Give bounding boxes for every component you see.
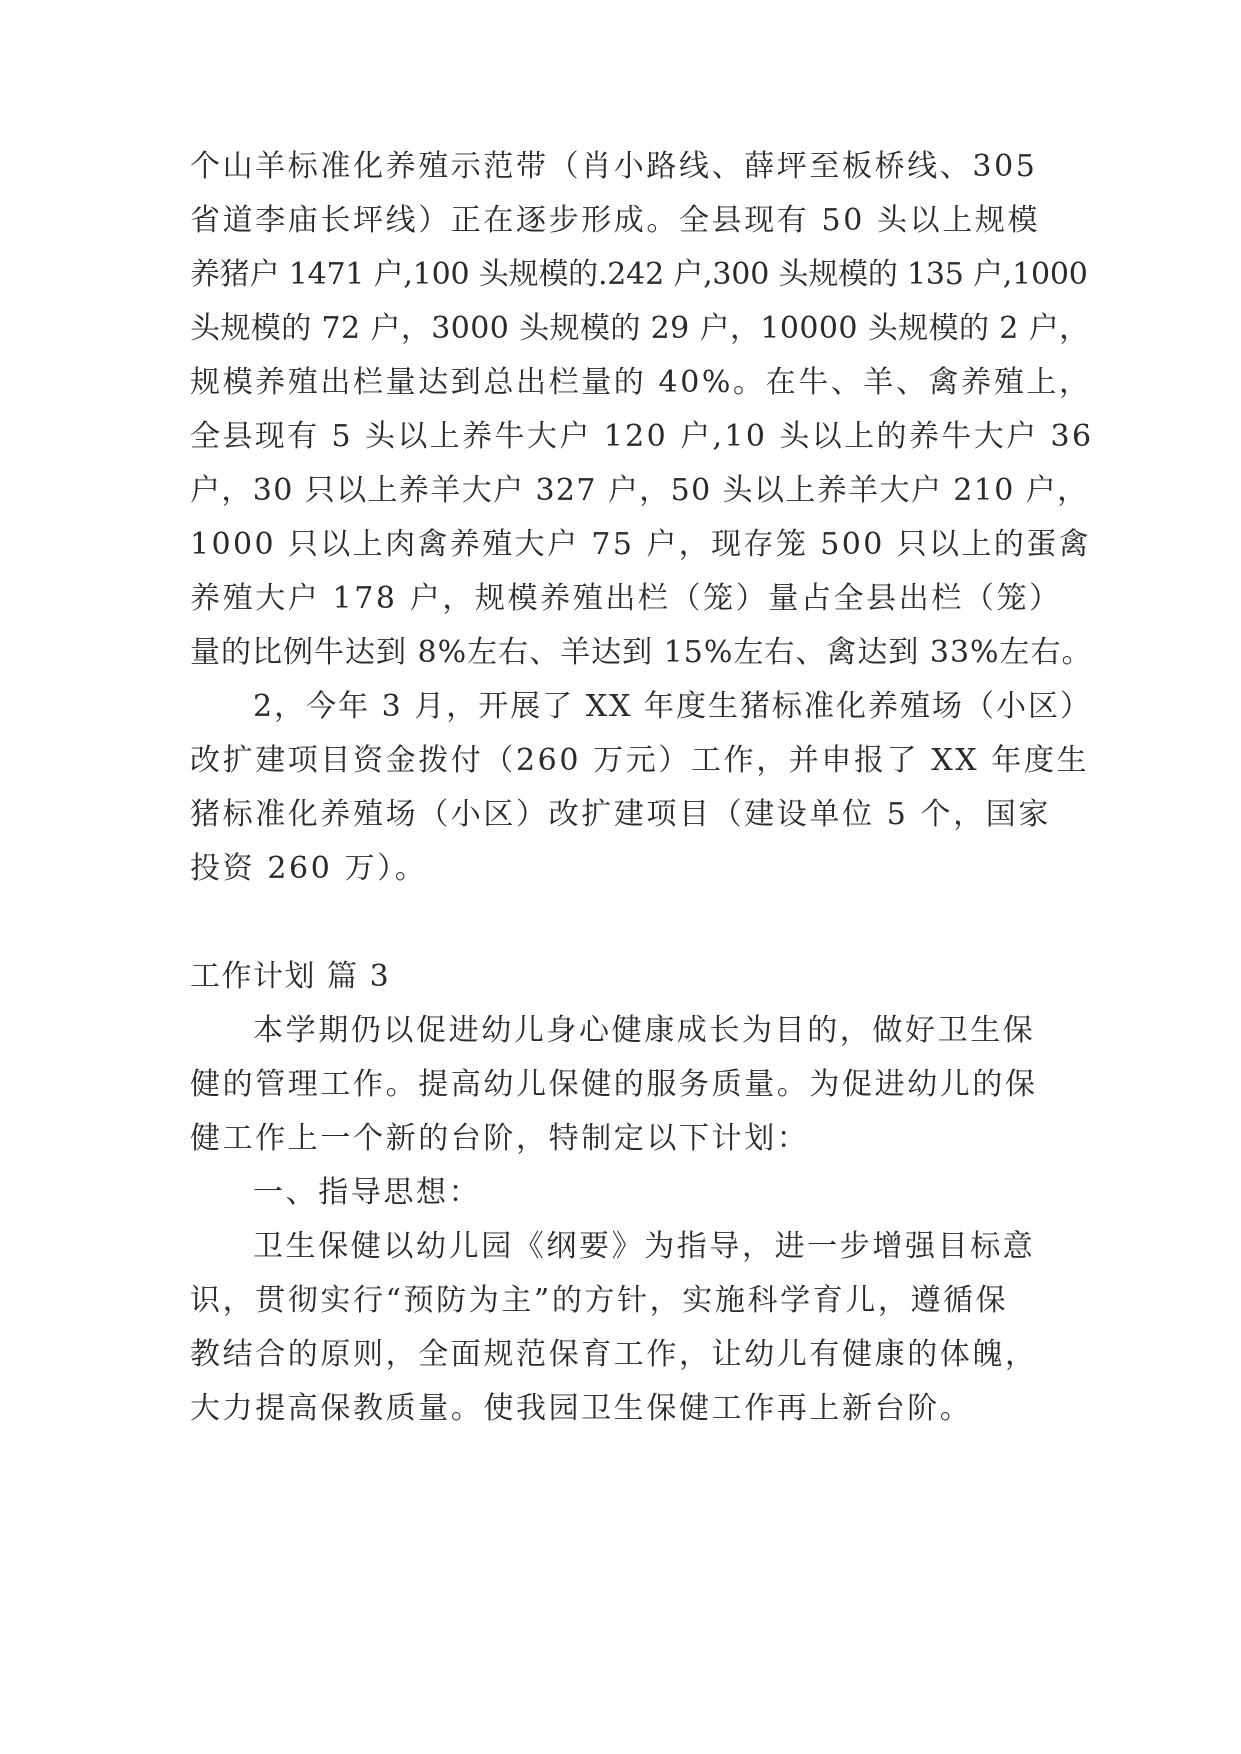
- paragraph-line: 识，贯彻实行“预防为主”的方针，实施科学育儿，遵循保: [190, 1283, 1009, 1318]
- paragraph-line: 户，30 只以上养羊大户 327 户，50 头以上养羊大户 210 户，: [190, 473, 1089, 508]
- paragraph-line: 养殖大户 178 户，规模养殖出栏（笼）量占全县出栏（笼）: [190, 581, 1062, 616]
- paragraph-line: 健工作上一个新的台阶，特制定以下计划：: [190, 1121, 810, 1156]
- section-heading: 工作计划 篇 3: [190, 959, 391, 994]
- subheading: 一、指导思想：: [253, 1175, 482, 1210]
- paragraph-line: 头规模的 72 户，3000 头规模的 29 户，10000 头规模的 2 户，: [190, 311, 1090, 346]
- paragraph-line: 大力提高保教质量。使我园卫生保健工作再上新台阶。: [190, 1391, 973, 1426]
- paragraph-line: 1000 只以上肉禽养殖大户 75 户，现存笼 500 只以上的蛋禽: [190, 527, 1092, 562]
- paragraph-line: 改扩建项目资金拨付（260 万元）工作，并申报了 XX 年度生: [190, 743, 1090, 778]
- paragraph-line: 个山羊标准化养殖示范带（肖小路线、薛坪至板桥线、305: [190, 149, 1038, 184]
- paragraph-line: 猪标准化养殖场（小区）改扩建项目（建设单位 5 个，国家: [190, 797, 1051, 832]
- paragraph-line: 2，今年 3 月，开展了 XX 年度生猪标准化养殖场（小区）: [253, 689, 1093, 724]
- paragraph-line: 教结合的原则，全面规范保育工作，让幼儿有健康的体魄，: [190, 1337, 1038, 1372]
- paragraph-line: 健的管理工作。提高幼儿保健的服务质量。为促进幼儿的保: [190, 1067, 1038, 1102]
- paragraph-line: 省道李庙长坪线）正在逐步形成。全县现有 50 头以上规模: [190, 203, 1041, 238]
- paragraph-line: 投资 260 万）。: [190, 851, 428, 886]
- paragraph-line: 养猪户 1471 户,100 头规模的.242 户,300 头规模的 135 户,1000: [190, 257, 1088, 292]
- paragraph-line: 全县现有 5 头以上养牛大户 120 户,10 头以上的养牛大户 36: [190, 419, 1094, 454]
- paragraph-line: 卫生保健以幼儿园《纲要》为指导，进一步增强目标意: [253, 1229, 1036, 1264]
- paragraph-line: 本学期仍以促进幼儿身心健康成长为目的，做好卫生保: [253, 1013, 1036, 1048]
- paragraph-line: 量的比例牛达到 8%左右、羊达到 15%左右、禽达到 33%左右。: [190, 635, 1093, 670]
- paragraph-line: 规模养殖出栏量达到总出栏量的 40%。在牛、羊、禽养殖上，: [190, 365, 1092, 400]
